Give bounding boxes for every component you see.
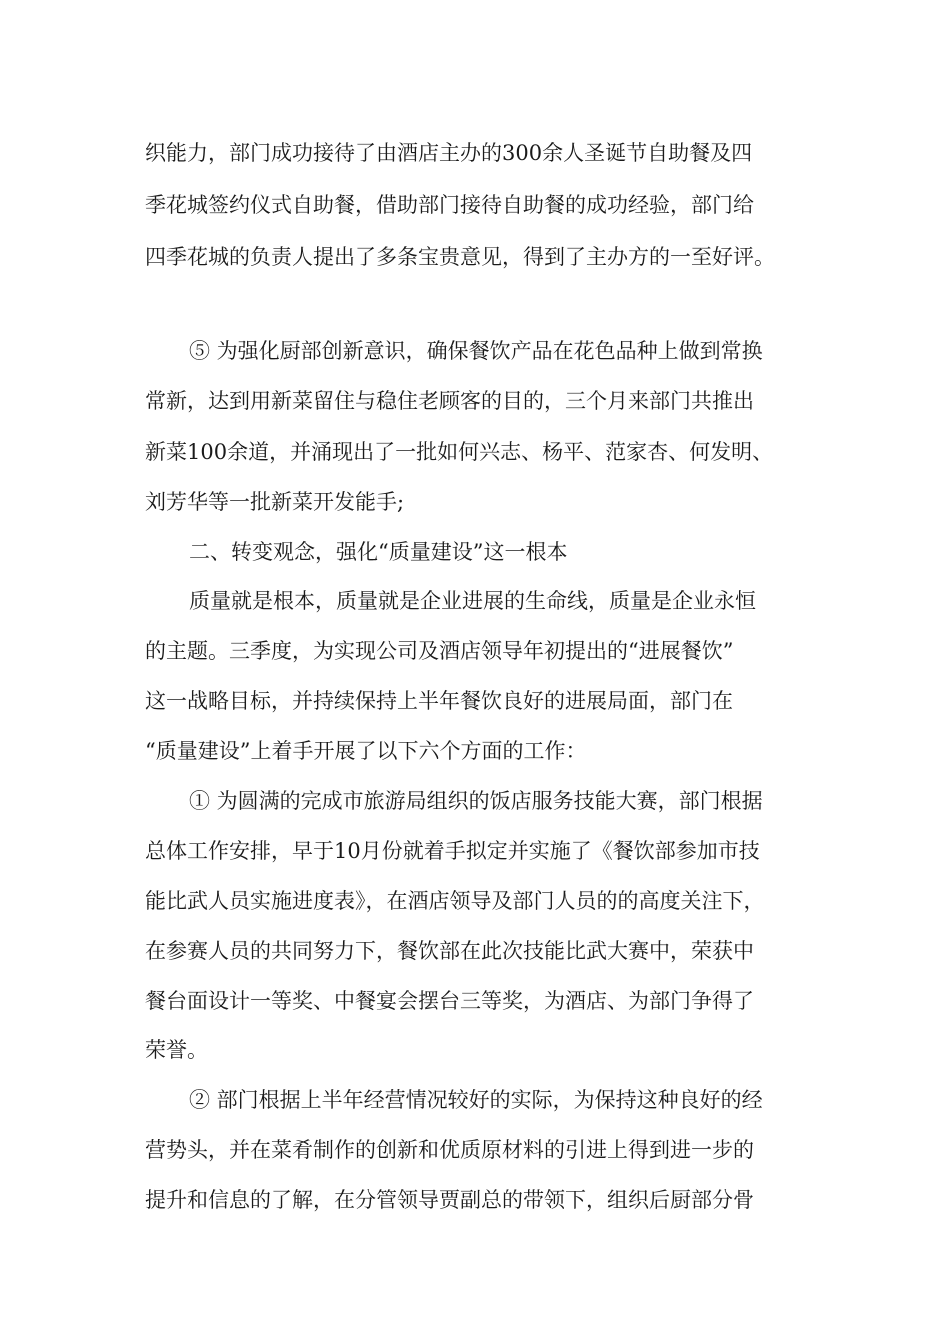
- paragraph-line: ② 部门根据上半年经营情况较好的实际，为保持这种良好的经: [189, 1088, 763, 1112]
- paragraph-line: 能比武人员实施进度表》，在酒店领导及部门人员的的高度关注下，: [145, 889, 765, 913]
- paragraph-line: 常新，达到用新菜留住与稳住老顾客的目的，三个月来部门共推出: [145, 389, 754, 413]
- paragraph-line: 新菜100余道，并涌现出了一批如何兴志、杨平、范家杏、何发明、: [145, 440, 774, 464]
- paragraph-line: 刘芳华等一批新菜开发能手;: [145, 490, 405, 514]
- paragraph-line: 质量就是根本，质量就是企业进展的生命线，质量是企业永恒: [189, 589, 756, 613]
- paragraph-line: 提升和信息的了解，在分管领导贾副总的带领下，组织后厨部分骨: [145, 1188, 754, 1212]
- paragraph-line: 在参赛人员的共同努力下，餐饮部在此次技能比武大赛中，荣获中: [145, 939, 754, 963]
- paragraph-line: 的主题。三季度，为实现公司及酒店领导年初提出的“进展餐饮”: [145, 639, 734, 663]
- paragraph-line: 营势头，并在菜肴制作的创新和优质原材料的引进上得到进一步的: [145, 1138, 754, 1162]
- paragraph-line: 织能力，部门成功接待了由酒店主办的300余人圣诞节自助餐及四: [145, 141, 753, 165]
- paragraph-line: “质量建设”上着手开展了以下六个方面的工作：: [145, 739, 587, 763]
- section-heading: 二、转变观念，强化“质量建设”这一根本: [189, 540, 568, 564]
- paragraph-line: 季花城签约仪式自助餐，借助部门接待自助餐的成功经验，部门给: [145, 193, 754, 217]
- paragraph-line: 四季花城的负责人提出了多条宝贵意见，得到了主办方的一至好评。: [145, 245, 775, 269]
- paragraph-line: 餐台面设计一等奖、中餐宴会摆台三等奖，为酒店、为部门争得了: [145, 989, 754, 1013]
- paragraph-line: ⑤ 为强化厨部创新意识，确保餐饮产品在花色品种上做到常换: [189, 339, 763, 363]
- paragraph-line: ① 为圆满的完成市旅游局组织的饭店服务技能大赛，部门根据: [189, 789, 763, 813]
- paragraph-line: 总体工作安排，早于10月份就着手拟定并实施了《餐饮部参加市技: [145, 839, 760, 863]
- paragraph-line: 荣誉。: [145, 1038, 208, 1062]
- paragraph-line: 这一战略目标，并持续保持上半年餐饮良好的进展局面，部门在: [145, 689, 733, 713]
